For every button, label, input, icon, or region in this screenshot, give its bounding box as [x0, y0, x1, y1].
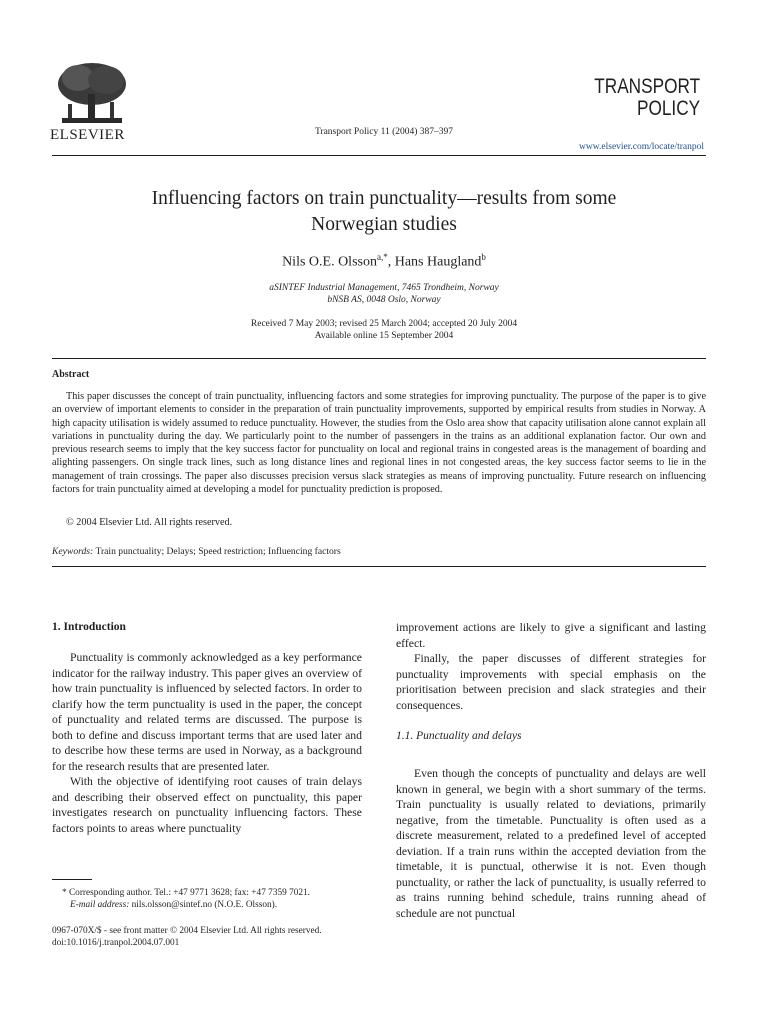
footnote-email-line: [52, 899, 372, 911]
section-1-heading: 1. Introduction: [52, 621, 126, 633]
right-paragraph-1: improvement actions are likely to give a significant and lasting effect.: [396, 621, 706, 650]
journal-title-line1: TRANSPORT: [594, 75, 700, 98]
journal-url-link[interactable]: www.elsevier.com/locate/tranpol: [579, 142, 704, 152]
keywords-list: Train punctuality; Delays; Speed restriction; Influencing factors: [93, 546, 341, 557]
page-footer: [52, 925, 322, 950]
footnote-divider: [52, 879, 92, 880]
article-title-line2: Norwegian studies: [311, 214, 457, 235]
footnote-email: nils.olsson@sintef.no (N.O.E. Olsson).: [129, 900, 278, 911]
footnote-corresponding-author: * Corresponding author. Tel.: +47 9771 3628; fax: +47 7359 7021.: [62, 888, 311, 898]
author-1: Nils O.E. Olsson: [282, 254, 377, 270]
journal-title: [594, 76, 700, 120]
publisher-name: ELSEVIER: [50, 127, 125, 143]
elsevier-tree-logo: [52, 60, 130, 126]
left-column: [52, 650, 362, 836]
journal-title-line2: POLICY: [636, 97, 700, 120]
section-1-1-heading: 1.1. Punctuality and delays: [396, 730, 522, 742]
available-online: Available online 15 September 2004: [314, 331, 454, 341]
affiliations: [0, 282, 768, 306]
author-2-affil-marker: b: [481, 252, 486, 262]
article-title: [0, 186, 768, 238]
keywords-label: Keywords:: [52, 546, 94, 557]
abstract-copyright: © 2004 Elsevier Ltd. All rights reserved.: [66, 517, 233, 528]
affiliation-b: bNSB AS, 0048 Oslo, Norway: [327, 295, 441, 305]
abstract-divider: [52, 566, 706, 567]
right-column-bottom: [396, 766, 706, 921]
affiliation-a: aSINTEF Industrial Management, 7465 Trondheim, Norway: [269, 283, 499, 293]
title-divider: [52, 358, 706, 359]
intro-paragraph-1: Punctuality is commonly acknowledged as a key performance indicator for the railway industry. This paper gives an overview of how train punctuality is influenced by selected factors. In order to clarify how the term punctuality is used in the paper, the concept of punctuality and related terms are discussed. The purpose is both to define and discuss important terms that are used later and to describe how these terms are used in Norway, as a background for the research results that are presented later.: [52, 651, 362, 773]
keywords: [52, 546, 341, 557]
intro-paragraph-2: With the objective of identifying root causes of train delays and describing their observed effect on punctuality, this paper investigates research on punctuality influencing factors. These factors points to areas where punctuality: [52, 775, 362, 835]
article-title-line1: Influencing factors on train punctuality—results from some: [151, 188, 617, 209]
footer-front-matter: 0967-070X/$ - see front matter © 2004 Elsevier Ltd. All rights reserved.: [52, 926, 322, 936]
abstract-text: This paper discusses the concept of train punctuality, influencing factors and some strategies for improving punctuality. The purpose of the paper is to give an overview of important elements to consider in the preparation of train punctuality improvements, supported by empirical results from studies in Norway. A high capacity utilisation is widely assumed to reduce punctuality. However, the studies from the Oslo area show that capacity utilisation alone cannot explain all variations in punctuality during the day. We particularly point to the number of passengers in the trains as an additional explanation factor. Our own and previous research seems to imply that the key success factor for punctuality on local and regional trains in congested areas is the management of boarding and alighting passengers. On single track lines, such as long distance lines and regional lines in not congested areas, the key success factor seems to lie in the management of train crossings. The paper also discusses precision versus slack strategies as means of improving punctuality. Future research on influencing factors for train punctuality aimed at developing a model for punctuality prediction is proposed.: [52, 391, 706, 496]
article-history: [0, 318, 768, 342]
footer-doi: doi:10.1016/j.tranpol.2004.07.001: [52, 938, 180, 949]
footnote: [52, 887, 372, 912]
right-paragraph-3: Even though the concepts of punctuality and delays are well known in general, we begin with a short summary of the terms. Train punctuality is usually related to deviations, primarily negative, from the timetable. Punctuality is often used as a discrete measurement, related to a predefined level of accepted deviation. If a train runs within the accepted deviation from the timetable, it is punctual, otherwise it is not. Even though punctuality, or rather the lack of punctuality, is usually referred to as trains running behind schedule, trains running ahead of schedule are not punctual: [396, 767, 706, 920]
author-separator: ,: [387, 254, 395, 270]
author-2: Hans Haugland: [394, 254, 482, 270]
header-divider: [52, 155, 706, 156]
author-list: [0, 252, 768, 271]
abstract-heading: Abstract: [52, 369, 90, 380]
journal-reference: Transport Policy 11 (2004) 387–397: [314, 127, 454, 137]
footnote-email-label: E-mail address:: [70, 900, 130, 911]
right-column-top: [396, 620, 706, 713]
author-1-affil-marker: a,*: [376, 252, 388, 262]
right-paragraph-2: Finally, the paper discusses of different strategies for punctuality improvements with special emphasis on the prioritisation between precision and slack strategies and their consequences.: [396, 652, 706, 712]
received-dates: Received 7 May 2003; revised 25 March 2004; accepted 20 July 2004: [250, 319, 518, 329]
